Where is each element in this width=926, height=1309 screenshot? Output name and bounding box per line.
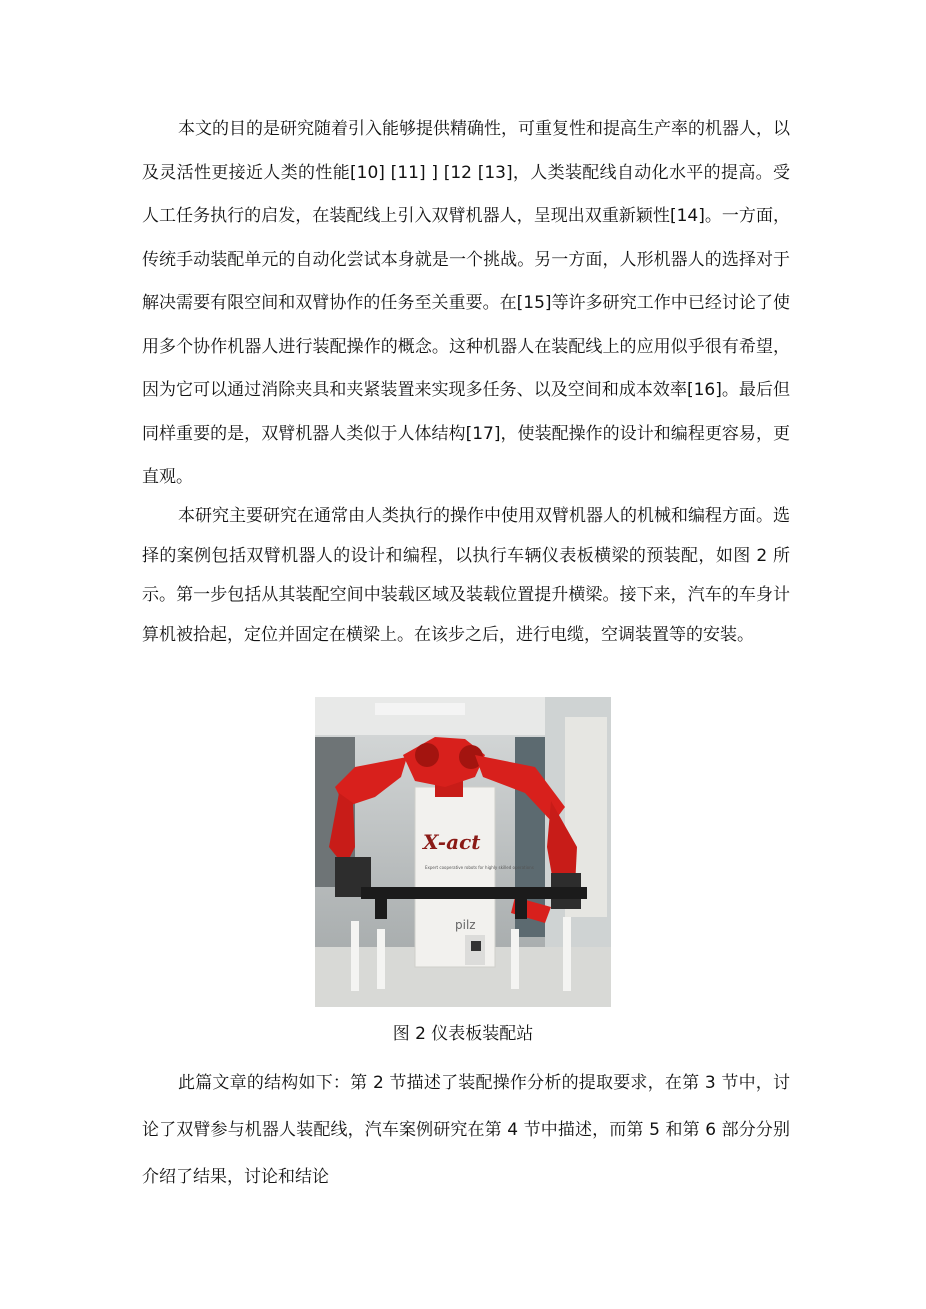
pilz-brand-text: pilz xyxy=(455,918,476,932)
body-paragraph-structure: 此篇文章的结构如下：第 2 节描述了装配操作分析的提取要求，在第 3 节中，讨论了双臂参与机器人装配线，汽车案例研究在第 4 节中描述，而第 5 和第 6 部分分别介绍了结果，讨论和结论 xyxy=(142,1073,790,1187)
dual-arm-robot-photo xyxy=(315,697,611,1007)
body-paragraph-intro: 本文的目的是研究随着引入能够提供精确性，可重复性和提高生产率的机器人，以及灵活性更接近人类的性能[10] [11] ] [12 [13]，人类装配线自动化水平的提高。受人工任务执行的启发，在装配线上引入双臂机器人，呈现出双重新颖性[14]。一方面，传统手动装配单元的自动化尝试本身就是一个挑战。另一方面，人形机器人的选择对于解决需要有限空间和双臂协作的任务至关重要。在[15]等许多研究工作中已经讨论了使用多个协作机器人进行装配操作的概念。这种机器人在装配线上的应用似乎很有希望，因为它可以通过消除夹具和夹紧装置来实现多任务、以及空间和成本效率[16]。最后但同样重要的是，双臂机器人类似于人体结构[17]，使装配操作的设计和编程更容易，更直观。 xyxy=(142,119,790,487)
figure-2-photo xyxy=(315,697,611,1007)
figure-caption: 图 2 仪表板装配站 xyxy=(392,1024,534,1044)
body-paragraph-study-focus: 本研究主要研究在通常由人类执行的操作中使用双臂机器人的机械和编程方面。选择的案例包括双臂机器人的设计和编程，以执行车辆仪表板横梁的预装配，如图 2 所示。第一步包括从其装配空间中装载区域及装载位置提升横梁。接下来，汽车的车身计算机被拾起，定位并固定在横梁上。在该步之后，进行电缆，空调装置等的安装。 xyxy=(142,506,790,645)
x-act-logo-text: X-act xyxy=(423,830,481,854)
banner-tagline-text: Expert cooperative robots for highly skilled operations xyxy=(425,865,534,870)
